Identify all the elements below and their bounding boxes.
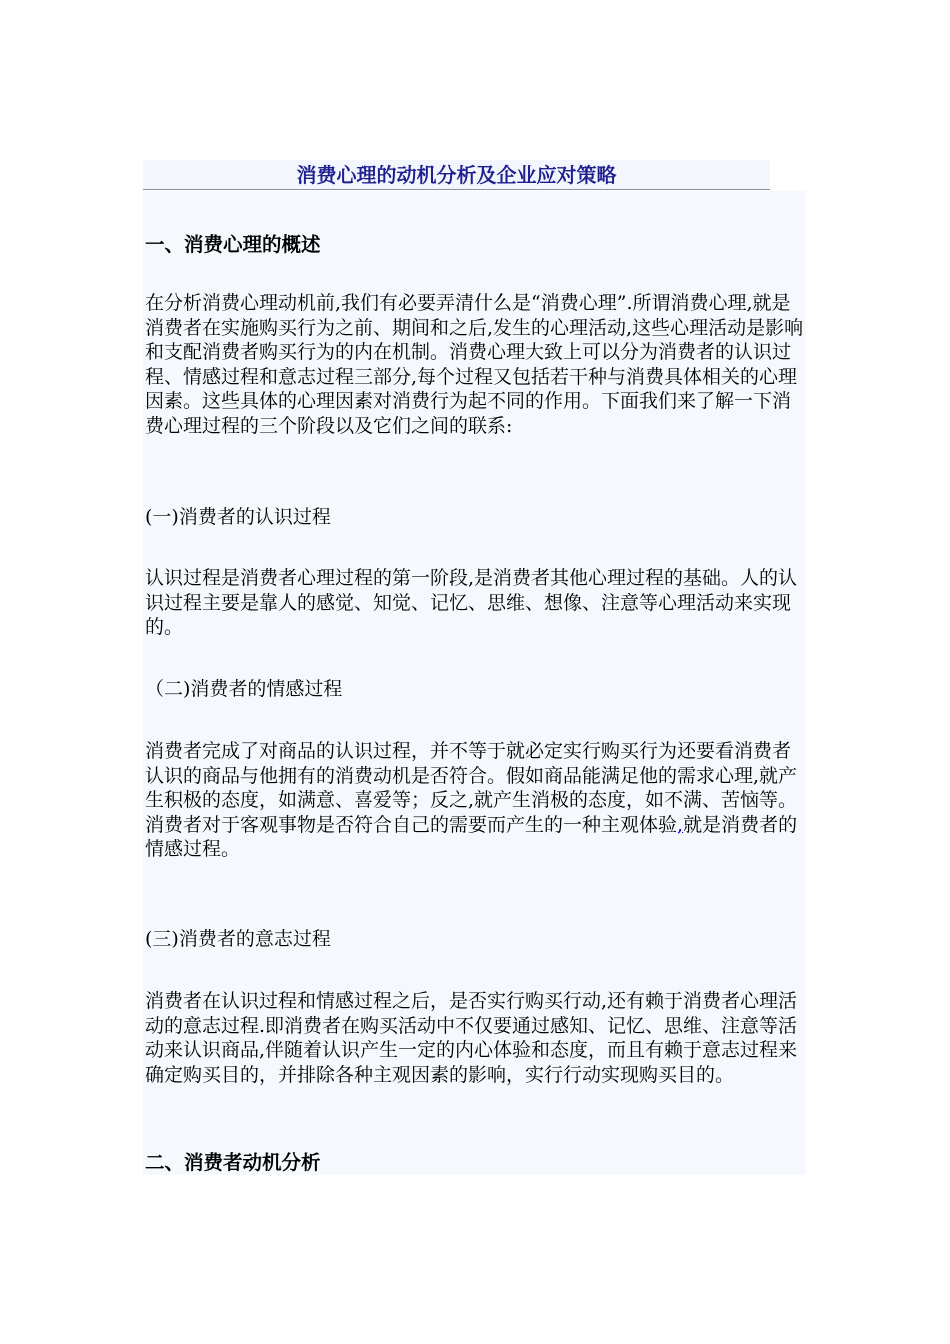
subsection-2-text-a: 消费者完成了对商品的认识过程，并不等于就必定实行购买行为还要看消费者认识的商品与他拥有的消费动机是否符合。假如商品能满足他的需求心理,就产生积极的态度，如满意、喜爱等；反之,就产生消极的态度，如不满、苦恼等。消费者对于客观事物是否符合自己的需要而产生的一种主观体验	[145, 740, 798, 836]
subsection-3-paragraph: 消费者在认识过程和情感过程之后，是否实行购买行动,还有赖于消费者心理活动的意志过程.即消费者在购买活动中不仅要通过感知、记忆、思维、注意等活动来认识商品,伴随着认识产生一定的内心体验和态度，而且有赖于意志过程来确定购买目的，并排除各种主观因素的影响，实行行动实现购买目的。	[145, 990, 798, 1086]
document-title-bar	[143, 160, 770, 190]
subsection-2-paragraph	[145, 739, 805, 862]
subsection-2-heading: （二)消费者的情感过程	[145, 678, 343, 700]
subsection-2-text-b: 就是消费者的情感过程。	[145, 813, 798, 860]
subsection-3-heading: (三)消费者的意志过程	[145, 928, 331, 950]
section-1-intro-paragraph: 在分析消费心理动机前,我们有必要弄清什么是“消费心理”.所谓消费心理,就是消费者在实施购买行为之前、期间和之后,发生的心理活动,这些心理活动是影响和支配消费者购买行为的内在机制。消费心理大致上可以分为消费者的认识过程、情感过程和意志过程三部分,每个过程又包括若干种与消费具体相关的心理因素。这些具体的心理因素对消费行为起不同的作用。下面我们来了解一下消费心理过程的三个阶段以及它们之间的联系:	[145, 292, 804, 437]
subsection-1-heading: (一)消费者的认识过程	[145, 506, 331, 528]
document-title: 消费心理的动机分析及企业应对策略	[296, 163, 617, 187]
section-1-heading: 一、消费心理的概述	[145, 233, 321, 256]
section-2-heading: 二、消费者动机分析	[145, 1151, 321, 1174]
document-body	[143, 191, 806, 1175]
subsection-1-paragraph: 认识过程是消费者心理过程的第一阶段,是消费者其他心理过程的基础。人的认识过程主要是靠人的感觉、知觉、记忆、思维、想像、注意等心理活动来实现的。	[145, 567, 798, 638]
inline-link[interactable]: ,	[677, 813, 684, 836]
